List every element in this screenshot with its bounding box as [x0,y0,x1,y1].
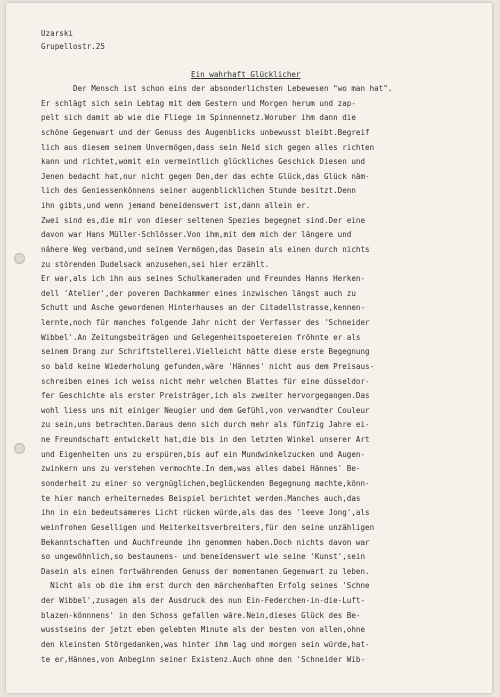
text-line: Nicht als ob die ihm erst durch den märchenhaften Erfolg seines 'Schne [41,581,370,591]
punch-hole [14,253,25,264]
text-line: Der Mensch ist schon eins der absonderlichsten Lebewesen "wo man hat". [41,84,393,93]
text-line: ihn in ein bedeutsameres Licht rücken würde,als das des 'leeve Jong',als [41,508,370,518]
text-line: so bald keine Wiederholung gefunden,wäre 'Hännes' nicht aus dem Preisaus- [41,361,375,371]
text-line: Zwei sind es,die mir von dieser seltenen Spezies begegnet sind.Der eine [41,215,366,225]
text-line: schöne Gegenwart und der Genuss des Augenblicks unbewusst bleibt.Begreif [41,127,370,137]
text-line: Dasein als einen fortwährenden Genuss der momentanen Gegenwart zu leben. [41,566,370,576]
text-line: lich aus diesem seinem Unvermögen,dass sein Neid sich gegen alles richten [41,142,375,152]
text-line: den kleinsten Störgedanken,was hinter ihm lag und morgen sein würde,hat- [41,639,370,649]
document-title: Ein wahrhaft Glücklicher [191,70,301,79]
text-line: seinem Drang zur Schriftstellerei.Vielleicht hätte diese erste Begegnung [41,347,370,357]
text-line: dell 'Atelier',der poveren Dachkammer eines inzwischen längst auch zu [41,288,356,298]
text-line: kann und richtet,womit ein vermeintlich glückliches Geschick Diesen und [41,157,366,167]
document-body [41,3,491,664]
text-line: Jenen bedacht hat,nur nicht gegen Den,der das echte Glück,das Glück näm- [41,171,370,181]
text-line: zu störenden Dudelsack anzusehen,sei hier erzählt. [41,259,270,269]
text-line: schreiben eines ich weiss nicht mehr welchen Blattes für eine düsseldor- [41,376,370,386]
text-line: te hier manch erheiternedes Beispiel berichtet werden.Manches auch,das [41,493,361,503]
text-line: der Wibbel',zusagen als der Ausdruck des nun Ein-Federchen-in-die-Luft- [41,596,366,606]
text-line: Er war,als ich ihn aus seines Schulkameraden und Freundes Hanns Herken- [41,274,366,284]
text-line: davon war Hans Müller-Schlösser.Von ihm,mit dem mich der längere und [41,230,352,240]
text-line: lernte,noch für manches folgende Jahr nicht der Verfasser des 'Schneider [41,318,370,328]
text-line: nähere Weg verband,und seinem Vermögen,das Dasein als einen durch nichts [41,244,370,254]
text-line: weinfrohen Geselligen und Heiterkeitsverbreiters,für den seine unzähligen [41,522,375,532]
text-line: blazen-könnnens' in den Schoss gefallen wäre.Nein,dieses Glück des Be- [41,610,361,620]
typewritten-page [6,3,492,693]
text-line: zwinkern uns zu verstehen vermochte.In dem,was alles dabei Hännes' Be- [41,464,361,474]
text-line: und Eigenheiten uns zu erspüren,bis auf ein Mundwinkelzucken und Augen- [41,449,366,459]
author-name: Uzarski [41,29,73,38]
text-line: Bekanntschaften und Auchfreunde ihn genommen haben.Doch nichts davon war [41,537,370,547]
text-line: zu sein,uns betrachten.Daraus denn sich durch mehr als fünfzig Jahre ei- [41,420,370,430]
text-line: wohl liess uns mit einiger Neugier und dem Gefühl,von verwandter Couleur [41,405,370,415]
text-line: lich des Geniessenkönnens seiner augenblicklichen Stunde besitzt.Denn [41,186,356,196]
text-line: sonderheit zu einer so vergnüglichen,beglückenden Begegnung machte,könn- [41,479,370,488]
text-line: Schutt und Asche gewordenen Hinterhauses an der Citadellstrasse,kennen- [41,303,366,313]
punch-hole [14,443,25,454]
text-line: Wibbel'.An Zeitungsbeiträgen und Gelegenheitspoetereien fröhnte er als [41,332,361,342]
text-line: te er,Hännes,von Anbeginn seiner Existenz.Auch ohne den 'Schneider Wib- [41,654,366,664]
author-address: Grupellostr.25 [41,42,105,51]
text-line: ihn gibts,und wenn jemand beneidenswert ist,dann allein er. [41,201,311,211]
text-line: fer Geschichte als erster Preisträger,ich als zweiter hervorgegangen.Das [41,391,370,401]
text-line: pelt sich damit ab wie die Fliege im Spinnennetz.Woruber ihm dann die [41,113,356,123]
text-line: wusstseins der jetzt eben gelebten Minute als der besten von allen,ohne [41,625,366,635]
text-line: so ungewöhnlich,so bestaunens- und beneidenswert wie seine 'Kunst',sein [41,552,366,562]
text-line: Er schlägt sich sein Lebtag mit dem Gestern und Morgen herum und zap- [41,98,356,108]
text-line: ne Freundschaft entwickelt hat,die bis in den letzten Winkel unserer Art [41,435,370,445]
